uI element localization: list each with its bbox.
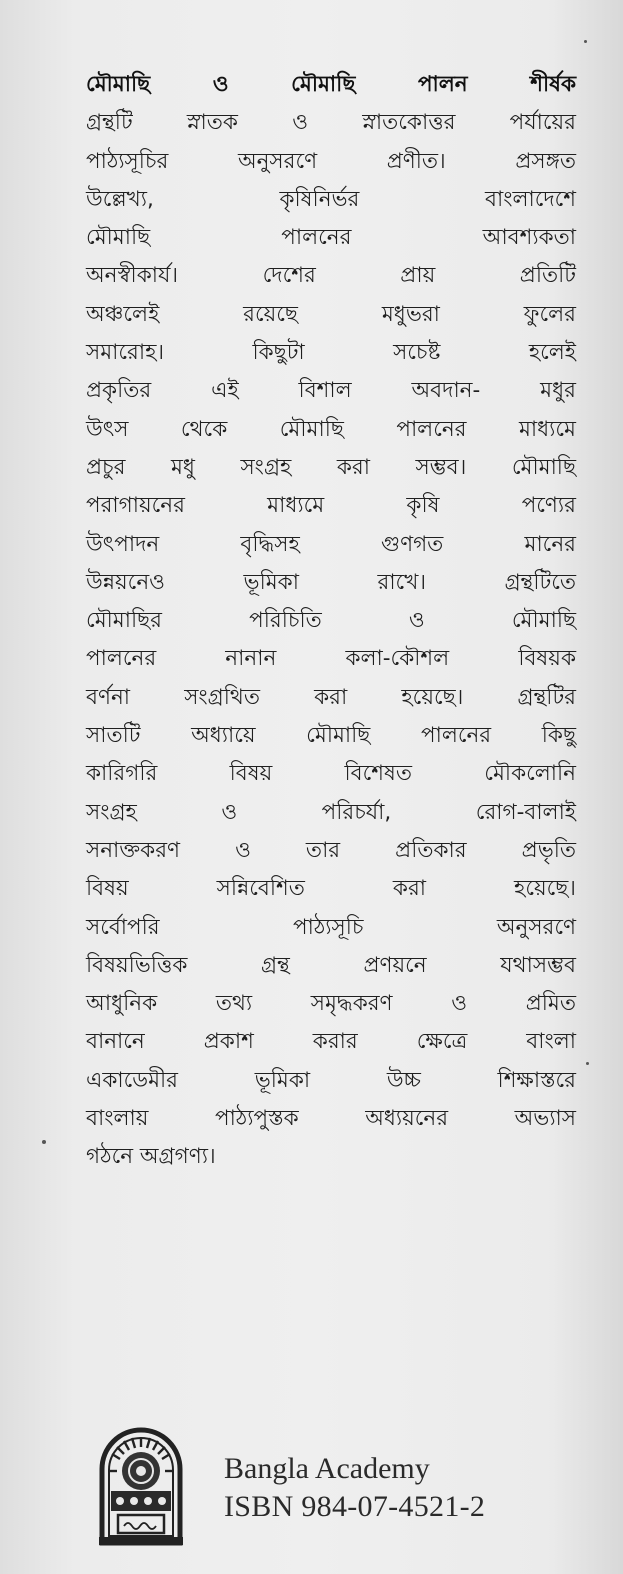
blurb-line: অঞ্চলেই রয়েছে মধুভরা ফুলের [86,301,576,327]
blurb-line: কারিগরি বিষয় বিশেষত মৌকলোনি [86,761,576,787]
publisher-name: Bangla Academy [224,1452,430,1485]
blurb-line: বর্ণনা সংগ্রথিত করা হয়েছে। গ্রন্থটির [86,684,576,710]
blurb-line: সংগ্রহ ও পরিচর্যা, রোগ-বালাই [86,799,576,825]
print-speck [42,1140,46,1144]
print-speck [586,1062,589,1065]
blurb-line: গঠনে অগ্রগণ্য। [86,1144,216,1170]
blurb-line: মৌমাছি ও মৌমাছি পালন শীর্ষক [86,72,576,97]
blurb-line: বিষয় সন্নিবেশিত করা হয়েছে। [86,876,576,902]
blurb-line: বানানে প্রকাশ করার ক্ষেত্রে বাংলা [86,1029,576,1055]
blurb-line: অনস্বীকার্য। দেশের প্রায় প্রতিটি [86,263,576,289]
blurb-line: উল্লেখ্য, কৃষিনির্ভর বাংলাদেশে [86,186,576,212]
blurb-line: উন্নয়নেও ভূমিকা রাখে। গ্রন্থটিতে [86,569,576,595]
blurb-text [86,66,576,1177]
blurb-line: সাতটি অধ্যায়ে মৌমাছি পালনের কিছু [86,723,576,749]
blurb-line: পালনের নানান কলা-কৌশল বিষয়ক [86,646,576,672]
blurb-line: প্রকৃতির এই বিশাল অবদান- মধুর [86,378,576,404]
blurb-line: আধুনিক তথ্য সমৃদ্ধকরণ ও প্রমিত [86,991,576,1017]
blurb-line: গ্রন্থটি স্নাতক ও স্নাতকোত্তর পর্যায়ের [86,110,576,136]
blurb-line: পরাগায়নের মাধ্যমে কৃষি পণ্যের [86,493,576,519]
blurb-line: উৎস থেকে মৌমাছি পালনের মাধ্যমে [86,416,576,442]
bangla-academy-logo-icon [96,1425,186,1547]
blurb-line: মৌমাছি পালনের আবশ্যকতা [86,225,576,251]
publisher-footer [96,1425,576,1555]
blurb-line: প্রচুর মধু সংগ্রহ করা সম্ভব। মৌমাছি [86,454,576,480]
blurb-line: পাঠ্যসূচির অনুসরণে প্রণীত। প্রসঙ্গত [86,148,576,174]
blurb-line: সনাক্তকরণ ও তার প্রতিকার প্রভৃতি [86,837,576,863]
blurb-line: একাডেমীর ভূমিকা উচ্চ শিক্ষাস্তরে [86,1067,576,1093]
blurb-line: বাংলায় পাঠ্যপুস্তক অধ্যয়নের অভ্যাস [86,1106,576,1132]
print-speck [584,40,587,43]
blurb-line: মৌমাছির পরিচিতি ও মৌমাছি [86,608,576,634]
blurb-line: উৎপাদন বৃদ্ধিসহ গুণগত মানের [86,531,576,557]
isbn-number: ISBN 984-07-4521-2 [224,1490,486,1523]
blurb-line: বিষয়ভিত্তিক গ্রন্থ প্রণয়নে যথাসম্ভব [86,952,576,978]
blurb-line: সমারোহ। কিছুটা সচেষ্ট হলেই [86,340,576,366]
blurb-line: সর্বোপরি পাঠ্যসূচি অনুসরণে [86,914,576,940]
